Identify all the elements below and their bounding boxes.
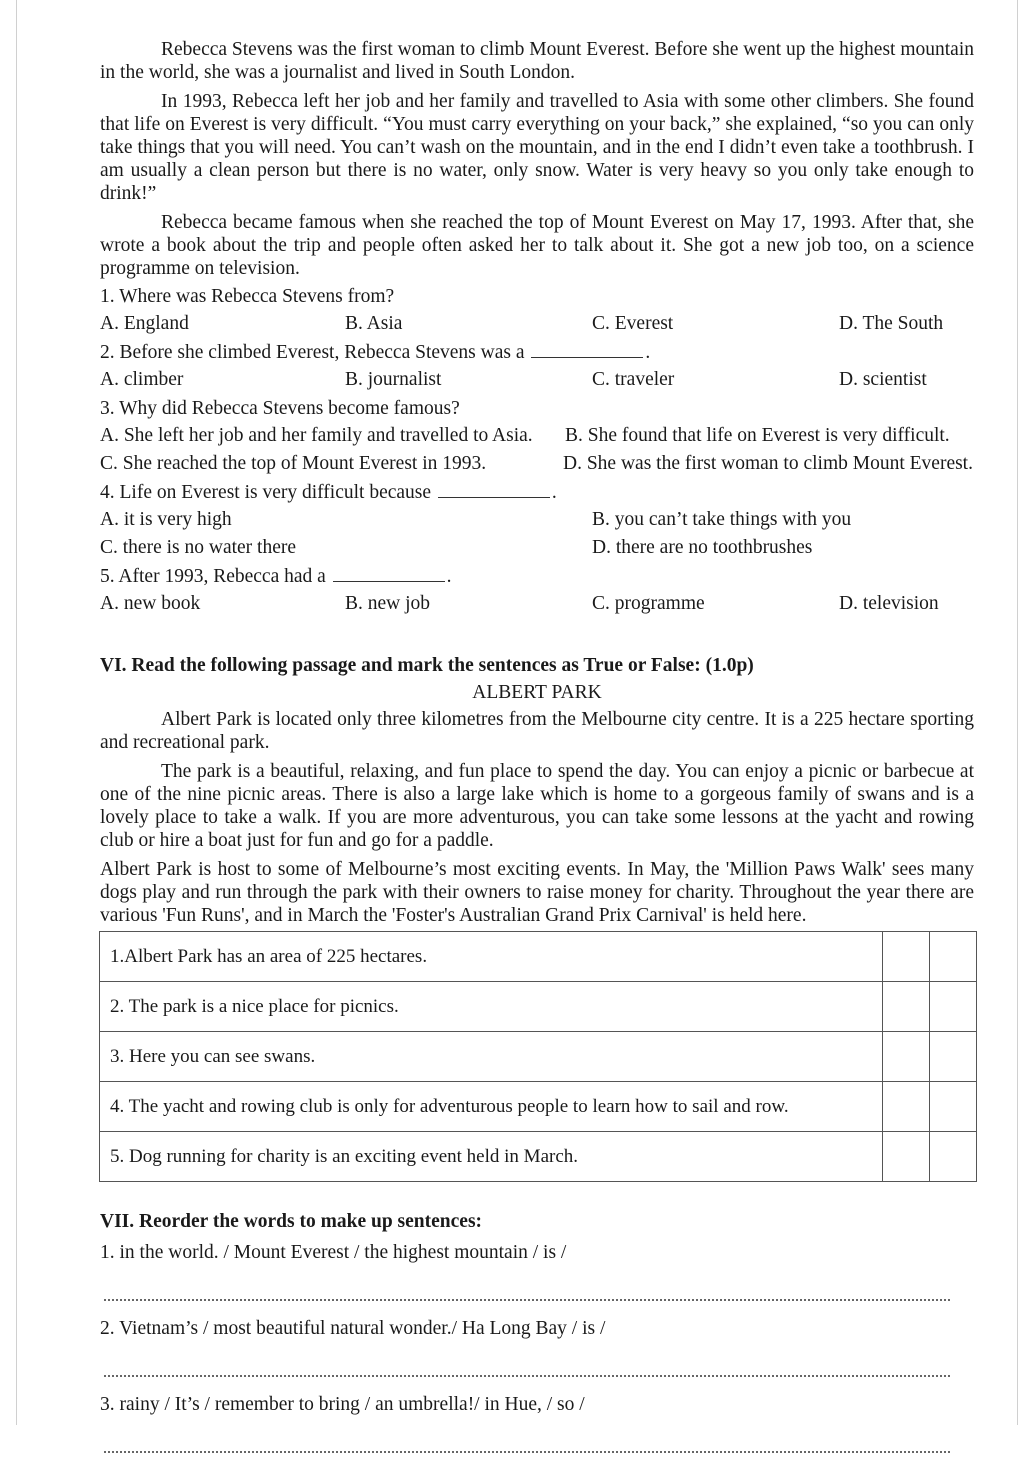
page-border-left xyxy=(16,0,17,1425)
false-answer-box[interactable] xyxy=(930,1032,977,1082)
reorder-item-2 xyxy=(100,1317,974,1377)
albert-park-paragraph-3: Albert Park is host to some of Melbourne’s most exciting events. In May, the 'Million Paws Walk' sees many dogs play and run through the park with their owners to raise money for charity. Throughout the year there are various 'Fun Runs', and in March the 'Foster's Australian Grand Prix Carnival' is held here. xyxy=(100,859,974,926)
table-row xyxy=(100,1132,977,1182)
table-row xyxy=(100,982,977,1032)
option-b: B. new job xyxy=(345,593,431,614)
true-answer-box[interactable] xyxy=(883,932,930,982)
answer-blank xyxy=(333,567,445,582)
statement-cell: 3. Here you can see swans. xyxy=(100,1032,883,1082)
question-1-options xyxy=(100,308,974,336)
statement-cell: 5. Dog running for charity is an exciting event held in March. xyxy=(100,1132,883,1182)
question-4: 4. Life on Everest is very difficult because . xyxy=(100,482,557,503)
answer-blank xyxy=(531,343,643,358)
false-answer-box[interactable] xyxy=(930,982,977,1032)
reorder-prompt: 2. Vietnam’s / most beautiful natural wonder./ Ha Long Bay / is / xyxy=(100,1318,606,1339)
option-d: D. She was the first woman to climb Mount Everest. xyxy=(563,453,973,474)
true-answer-box[interactable] xyxy=(883,1032,930,1082)
statement-cell: 2. The park is a nice place for picnics. xyxy=(100,982,883,1032)
false-answer-box[interactable] xyxy=(930,1132,977,1182)
option-c: C. She reached the top of Mount Everest in 1993. xyxy=(100,453,487,474)
option-b: B. journalist xyxy=(345,369,442,390)
true-false-table xyxy=(99,931,977,1182)
passage-paragraph-2: In 1993, Rebecca left her job and her family and travelled to Asia with some other climbers. She found that life on Everest is very difficult. “You must carry everything on your back,” she explained, “so you can only take things that you will need. You can’t wash on the mountain, and in the end I didn’t even take a toothbrush. I am usually a clean person but there is no water, only snow. Water is very heavy so you only take enough to drink!” xyxy=(100,91,974,204)
question-1: 1. Where was Rebecca Stevens from? xyxy=(100,286,395,307)
question-2-options xyxy=(100,364,974,392)
option-d: D. there are no toothbrushes xyxy=(592,537,813,558)
option-a: A. new book xyxy=(100,593,201,614)
option-a: A. She left her job and her family and travelled to Asia. xyxy=(100,425,533,446)
option-d: D. The South xyxy=(839,313,944,334)
answer-line[interactable] xyxy=(104,1361,950,1377)
passage-paragraph-3: Rebecca became famous when she reached the top of Mount Everest on May 17, 1993. After that, she wrote a book about the trip and people often asked her to talk about it. She got a new job too, on a science programme on television. xyxy=(100,212,974,279)
section-7-heading: VII. Reorder the words to make up sentences: xyxy=(100,1211,483,1232)
page-border-right xyxy=(1017,0,1018,1425)
answer-blank xyxy=(438,483,550,498)
question-2-stem: 2. Before she climbed Everest, Rebecca Stevens was a xyxy=(100,342,525,363)
albert-park-paragraph-2: The park is a beautiful, relaxing, and fun place to spend the day. You can enjoy a picnic or barbecue at one of the nine picnic areas. There is also a large lake which is home to a gorgeous family of swans and is a lovely place to take a walk. If you are more adventurous, you can take some lessons at the yacht and rowing club or hire a boat just for fun and go for a paddle. xyxy=(100,761,974,851)
question-3-options-row-2 xyxy=(100,448,974,476)
passage-title: ALBERT PARK xyxy=(472,682,602,703)
option-a: A. climber xyxy=(100,369,184,390)
statement-cell: 4. The yacht and rowing club is only for adventurous people to learn how to sail and row. xyxy=(100,1082,883,1132)
reorder-item-3 xyxy=(100,1393,974,1453)
true-answer-box[interactable] xyxy=(883,982,930,1032)
true-answer-box[interactable] xyxy=(883,1132,930,1182)
option-c: C. programme xyxy=(592,593,705,614)
option-d: D. scientist xyxy=(839,369,927,390)
passage-paragraph-1: Rebecca Stevens was the first woman to climb Mount Everest. Before she went up the highest mountain in the world, she was a journalist and lived in South London. xyxy=(100,39,974,83)
false-answer-box[interactable] xyxy=(930,932,977,982)
true-answer-box[interactable] xyxy=(883,1082,930,1132)
option-c: C. traveler xyxy=(592,369,675,390)
option-b: B. Asia xyxy=(345,313,403,334)
false-answer-box[interactable] xyxy=(930,1082,977,1132)
option-b: B. She found that life on Everest is very difficult. xyxy=(565,425,950,446)
answer-line[interactable] xyxy=(104,1437,950,1453)
option-a: A. England xyxy=(100,313,189,334)
option-a: A. it is very high xyxy=(100,509,232,530)
question-3-options-row-1 xyxy=(100,420,974,448)
question-4-stem: 4. Life on Everest is very difficult because xyxy=(100,482,432,503)
reorder-prompt: 1. in the world. / Mount Everest / the highest mountain / is / xyxy=(100,1242,567,1263)
question-4-options-row-1 xyxy=(100,504,974,532)
reorder-item-1 xyxy=(100,1241,974,1301)
table-row xyxy=(100,1082,977,1132)
question-4-options-row-2 xyxy=(100,532,974,560)
answer-line[interactable] xyxy=(104,1285,950,1301)
worksheet-content xyxy=(100,38,974,1469)
option-c: C. there is no water there xyxy=(100,537,297,558)
option-b: B. you can’t take things with you xyxy=(592,509,852,530)
albert-park-paragraph-1: Albert Park is located only three kilometres from the Melbourne city centre. It is a 225 hectare sporting and recreational park. xyxy=(100,709,974,753)
reorder-prompt: 3. rainy / It’s / remember to bring / an umbrella!/ in Hue, / so / xyxy=(100,1394,585,1415)
question-3: 3. Why did Rebecca Stevens become famous? xyxy=(100,398,460,419)
question-5: 5. After 1993, Rebecca had a . xyxy=(100,566,452,587)
option-d: D. television xyxy=(839,593,939,614)
option-c: C. Everest xyxy=(592,313,674,334)
table-row xyxy=(100,932,977,982)
statement-cell: 1.Albert Park has an area of 225 hectares. xyxy=(100,932,883,982)
table-row xyxy=(100,1032,977,1082)
question-5-stem: 5. After 1993, Rebecca had a xyxy=(100,566,326,587)
question-2: 2. Before she climbed Everest, Rebecca Stevens was a . xyxy=(100,342,651,363)
section-6-heading: VI. Read the following passage and mark the sentences as True or False: (1.0p) xyxy=(100,655,754,676)
question-5-options xyxy=(100,588,974,616)
